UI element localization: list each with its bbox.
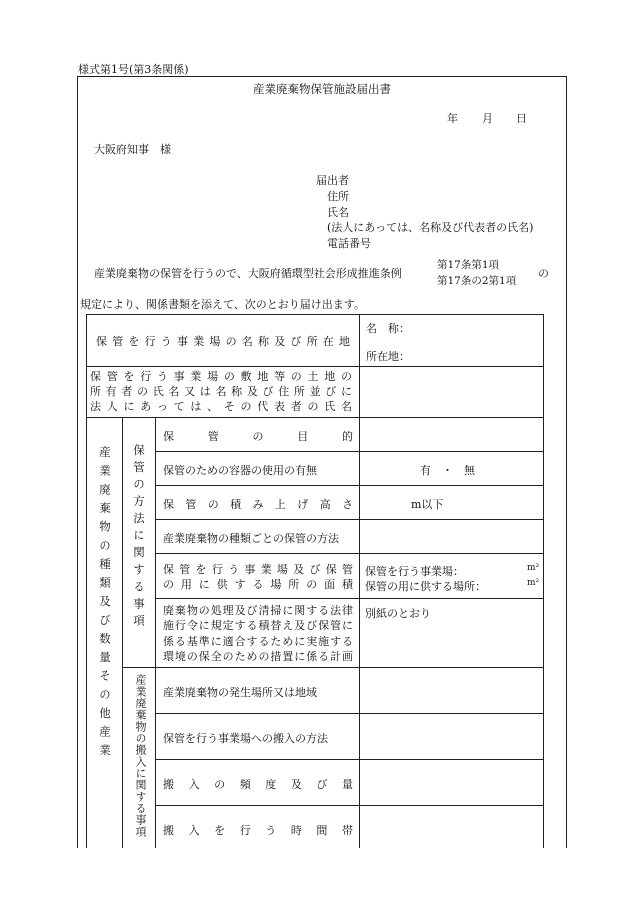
date-year[interactable]: 年 [447,112,458,125]
article-option-b: 第17条の2第1項 [437,275,517,287]
method-plan-label-4: 環境の保全のための措置に係る計画 [163,650,353,663]
form-title: 産業廃棄物保管施設届出書 [253,82,391,96]
notifier-name-label[interactable]: 氏名 [327,206,349,219]
form-number: 様式第1号(第3条関係) [78,63,189,76]
method-area-label-1: 保管を行う事業場及び保管 [163,563,353,576]
addressee: 大阪府知事 様 [94,143,171,156]
carry-method-label: 保管を行う事業場への搬入の方法 [163,732,328,745]
method-plan-label-1: 廃棄物の処理及び清掃に関する法律 [163,604,353,617]
notifier-heading: 届出者 [316,174,349,187]
date-month[interactable]: 月 [482,112,493,125]
method-purpose-label: 保管の目的 [163,430,353,443]
outer-frame-left [77,76,78,848]
owner-label-3: 法人にあっては、その代表者の氏名 [90,400,352,413]
date-day[interactable]: 日 [516,112,527,125]
body-text-line2: 規定により、関係書類を添えて、次のとおり届け出ます。 [80,298,365,311]
notifier-corp-note: (法人にあっては、名称及び代表者の氏名) [327,221,534,234]
carry-frequency-label: 搬入の頻度及び量 [163,778,353,791]
method-by-type-label: 産業廃棄物の種類ごとの保管の方法 [163,532,339,545]
outer-frame-top [77,76,567,77]
owner-label-2: 所有者の氏名又は名称及び住所並びに [90,385,352,398]
facility-location-field[interactable]: 所在地： [366,350,410,363]
area-unit-1: m² [527,563,540,573]
carry-time-label: 搬入を行う時間帯 [163,824,353,837]
height-value-field[interactable]: m以下 [411,498,444,511]
article-option-a: 第17条第1項 [437,259,500,271]
plan-value: 別紙のとおり [365,607,431,620]
owner-label-1: 保管を行う事業場の敷地等の土地の [90,370,352,383]
notifier-phone-label[interactable]: 電話番号 [327,237,371,250]
facility-label: 保管を行う事業場の名称及び所在地 [96,335,350,348]
body-text-prefix: 産業廃棄物の保管を行うので、大阪府循環型社会形成推進条例 [94,267,402,280]
method-plan-label-2: 施行令に規定する積替え及び保管に [163,619,353,632]
facility-name-field[interactable]: 名 称： [366,322,410,335]
group-outer-label: 産業廃棄物の種類及び数量その他産業 [98,446,112,763]
notifier-address-label[interactable]: 住所 [327,190,349,203]
method-area-label-2: の用に供する場所の面積 [163,578,353,591]
carry-origin-label: 産業廃棄物の発生場所又は地域 [163,686,317,699]
area-facility-field[interactable]: 保管を行う事業場： [365,565,464,578]
area-unit-2: m² [527,578,540,588]
body-text-suffix: の [538,267,549,280]
container-yes-no-option[interactable]: 有 ・ 無 [420,464,475,477]
method-plan-label-3: 係る基準に適合するために実施する [163,635,353,648]
group-method-label: 保管の方法に関する事項 [132,444,146,632]
method-container-label: 保管のための容器の使用の有無 [163,464,317,477]
owner-value-field[interactable] [362,370,540,414]
method-height-label: 保管の積み上げ高さ [163,498,353,511]
group-carry-label: 産業廃棄物の搬入に関する事項 [134,674,147,838]
area-storage-field[interactable]: 保管の用に供する場所： [365,580,486,593]
outer-frame-right [566,76,567,848]
